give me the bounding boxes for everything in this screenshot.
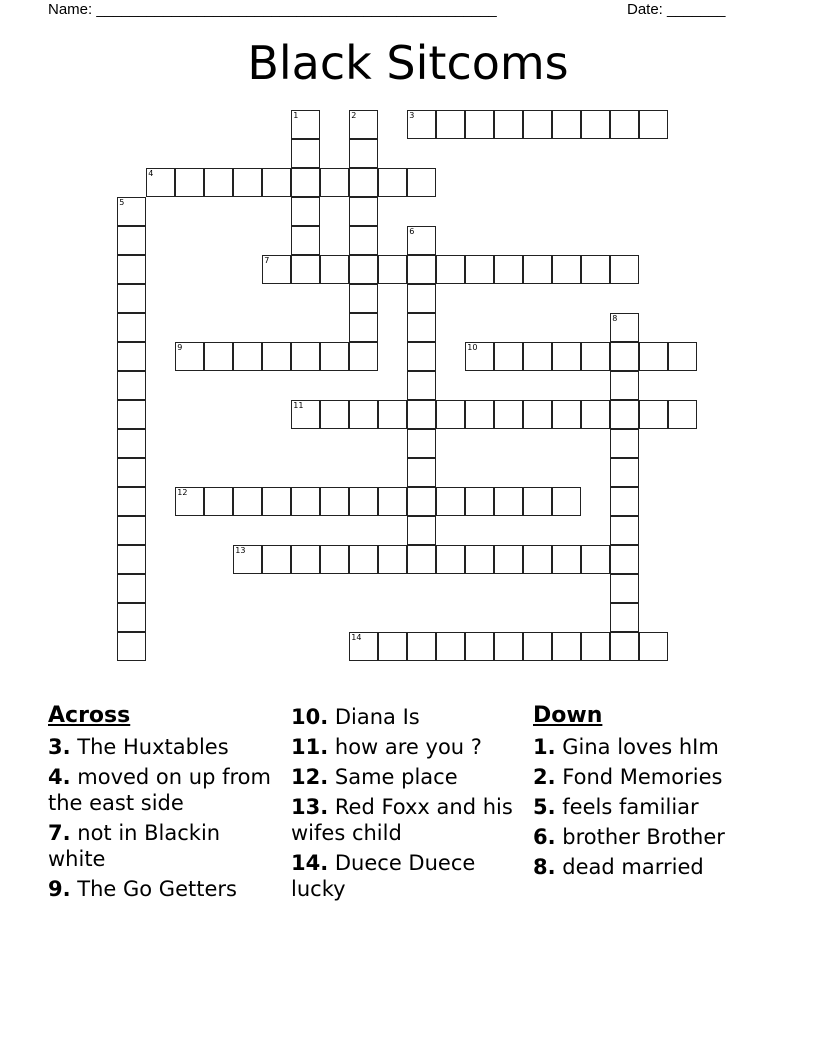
grid-cell[interactable] [523, 342, 552, 371]
across-heading: Across [48, 703, 131, 728]
grid-cell[interactable] [407, 342, 436, 371]
grid-cell[interactable] [291, 487, 320, 516]
grid-cell[interactable] [581, 545, 610, 574]
clue-text: not in Blackin white [48, 821, 221, 871]
clue-number: 1 [293, 111, 299, 121]
clue-item [533, 794, 758, 820]
grid-cell[interactable] [233, 487, 262, 516]
grid-cell[interactable] [117, 284, 146, 313]
clue-number: 9. [48, 877, 71, 901]
grid-cell[interactable] [523, 487, 552, 516]
grid-cell[interactable] [378, 400, 407, 429]
grid-cell[interactable] [407, 226, 436, 255]
grid-cell[interactable] [291, 400, 320, 429]
grid-cell[interactable] [407, 400, 436, 429]
grid-cell[interactable] [117, 255, 146, 284]
grid-cell[interactable] [117, 429, 146, 458]
clue-number: 8 [612, 314, 618, 324]
grid-cell[interactable] [436, 545, 465, 574]
clue-number: 4. [48, 765, 71, 789]
grid-cell[interactable] [465, 487, 494, 516]
clue-text: Red Foxx and his wifes child [291, 795, 513, 845]
grid-cell[interactable] [465, 110, 494, 139]
grid-cell[interactable] [610, 371, 639, 400]
grid-cell[interactable] [233, 168, 262, 197]
name-field[interactable]: Name: ________________________________________________ [48, 1, 497, 18]
grid-cell[interactable] [320, 342, 349, 371]
grid-cell[interactable] [436, 487, 465, 516]
grid-cell[interactable] [349, 197, 378, 226]
clue-number: 2 [351, 111, 357, 121]
grid-cell[interactable] [465, 545, 494, 574]
grid-cell[interactable] [552, 342, 581, 371]
grid-cell[interactable] [349, 226, 378, 255]
grid-cell[interactable] [117, 458, 146, 487]
grid-cell[interactable] [407, 371, 436, 400]
grid-cell[interactable] [552, 487, 581, 516]
clue-number: 1. [533, 735, 556, 759]
grid-cell[interactable] [494, 255, 523, 284]
grid-cell[interactable] [291, 139, 320, 168]
page-title: Black Sitcoms [247, 36, 569, 90]
grid-cell[interactable] [349, 545, 378, 574]
clue-text: brother Brother [555, 825, 725, 849]
grid-cell[interactable] [378, 545, 407, 574]
grid-cell[interactable] [610, 458, 639, 487]
grid-cell[interactable] [349, 632, 378, 661]
grid-cell[interactable] [639, 342, 668, 371]
clue-number: 12. [291, 765, 329, 789]
grid-cell[interactable] [407, 110, 436, 139]
clue-item [533, 734, 758, 760]
clue-text: The Go Getters [70, 877, 237, 901]
clue-item [291, 794, 516, 846]
grid-cell[interactable] [291, 226, 320, 255]
grid-cell[interactable] [407, 487, 436, 516]
clue-text: Duece Duece lucky [291, 851, 476, 901]
grid-cell[interactable] [610, 342, 639, 371]
grid-cell[interactable] [320, 487, 349, 516]
grid-cell[interactable] [523, 545, 552, 574]
grid-cell[interactable] [349, 139, 378, 168]
clue-text: The Huxtables [70, 735, 229, 759]
clue-number: 3. [48, 735, 71, 759]
grid-cell[interactable] [146, 168, 175, 197]
grid-cell[interactable] [407, 632, 436, 661]
grid-cell[interactable] [610, 545, 639, 574]
grid-cell[interactable] [262, 342, 291, 371]
across-clues-column-1 [48, 702, 278, 906]
clue-text: Fond Memories [555, 765, 723, 789]
clue-number: 13. [291, 795, 329, 819]
clue-number: 7 [264, 256, 270, 266]
grid-cell[interactable] [117, 487, 146, 516]
grid-cell[interactable] [204, 487, 233, 516]
clue-item [291, 704, 516, 730]
grid-cell[interactable] [610, 574, 639, 603]
grid-cell[interactable] [523, 632, 552, 661]
grid-cell[interactable] [552, 255, 581, 284]
clue-number: 3 [409, 111, 415, 121]
grid-cell[interactable] [117, 632, 146, 661]
grid-cell[interactable] [349, 400, 378, 429]
grid-cell[interactable] [610, 487, 639, 516]
clue-number: 5 [119, 198, 125, 208]
grid-cell[interactable] [494, 545, 523, 574]
grid-cell[interactable] [291, 255, 320, 284]
grid-cell[interactable] [436, 400, 465, 429]
grid-cell[interactable] [610, 255, 639, 284]
grid-cell[interactable] [262, 168, 291, 197]
clue-text: feels familiar [555, 795, 699, 819]
grid-cell[interactable] [465, 255, 494, 284]
grid-cell[interactable] [349, 487, 378, 516]
grid-cell[interactable] [552, 632, 581, 661]
clue-item [291, 734, 516, 760]
grid-cell[interactable] [262, 545, 291, 574]
grid-cell[interactable] [668, 342, 697, 371]
grid-cell[interactable] [320, 400, 349, 429]
grid-cell[interactable] [436, 110, 465, 139]
clue-text: Gina loves hIm [555, 735, 719, 759]
grid-cell[interactable] [610, 516, 639, 545]
clue-number: 14 [351, 633, 362, 643]
clue-item [533, 824, 758, 850]
grid-cell[interactable] [407, 516, 436, 545]
grid-cell[interactable] [349, 110, 378, 139]
grid-cell[interactable] [610, 313, 639, 342]
grid-cell[interactable] [581, 342, 610, 371]
grid-cell[interactable] [117, 226, 146, 255]
grid-cell[interactable] [610, 110, 639, 139]
grid-cell[interactable] [581, 632, 610, 661]
grid-cell[interactable] [407, 429, 436, 458]
down-clues-column [533, 702, 758, 884]
grid-cell[interactable] [233, 545, 262, 574]
grid-cell[interactable] [494, 632, 523, 661]
grid-cell[interactable] [320, 255, 349, 284]
clue-item [48, 820, 278, 872]
grid-cell[interactable] [117, 313, 146, 342]
grid-cell[interactable] [581, 255, 610, 284]
grid-cell[interactable] [523, 255, 552, 284]
grid-cell[interactable] [349, 313, 378, 342]
grid-cell[interactable] [262, 255, 291, 284]
grid-cell[interactable] [291, 197, 320, 226]
clue-text: dead married [555, 855, 704, 879]
grid-cell[interactable] [668, 400, 697, 429]
grid-cell[interactable] [407, 284, 436, 313]
grid-cell[interactable] [378, 632, 407, 661]
clue-number: 8. [533, 855, 556, 879]
grid-cell[interactable] [117, 545, 146, 574]
grid-cell[interactable] [407, 545, 436, 574]
grid-cell[interactable] [465, 632, 494, 661]
grid-cell[interactable] [523, 110, 552, 139]
grid-cell[interactable] [494, 342, 523, 371]
down-heading: Down [533, 703, 603, 728]
clue-number: 2. [533, 765, 556, 789]
grid-cell[interactable] [378, 255, 407, 284]
clue-text: moved on up from the east side [48, 765, 271, 815]
clue-number: 6. [533, 825, 556, 849]
grid-cell[interactable] [436, 632, 465, 661]
clue-item [291, 850, 516, 902]
grid-cell[interactable] [204, 342, 233, 371]
grid-cell[interactable] [175, 487, 204, 516]
grid-cell[interactable] [117, 574, 146, 603]
clue-item [533, 764, 758, 790]
grid-cell[interactable] [349, 284, 378, 313]
grid-cell[interactable] [117, 371, 146, 400]
clue-number: 14. [291, 851, 329, 875]
clue-item [48, 764, 278, 816]
grid-cell[interactable] [320, 545, 349, 574]
clue-text: Same place [328, 765, 458, 789]
grid-cell[interactable] [233, 342, 262, 371]
clue-number: 4 [148, 169, 154, 179]
clue-number: 11. [291, 735, 329, 759]
clue-number: 13 [235, 546, 246, 556]
grid-cell[interactable] [639, 632, 668, 661]
grid-cell[interactable] [552, 110, 581, 139]
grid-cell[interactable] [407, 458, 436, 487]
grid-cell[interactable] [320, 168, 349, 197]
clue-item [533, 854, 758, 880]
grid-cell[interactable] [581, 110, 610, 139]
grid-cell[interactable] [610, 632, 639, 661]
grid-cell[interactable] [175, 342, 204, 371]
across-clues-column-2 [291, 704, 516, 906]
grid-cell[interactable] [639, 110, 668, 139]
date-field[interactable]: Date: _______ [627, 1, 726, 18]
grid-cell[interactable] [117, 400, 146, 429]
clue-number: 9 [177, 343, 183, 353]
clue-number: 12 [177, 488, 188, 498]
clue-number: 11 [293, 401, 304, 411]
grid-cell[interactable] [494, 110, 523, 139]
clue-number: 6 [409, 227, 415, 237]
grid-cell[interactable] [175, 168, 204, 197]
clue-number: 5. [533, 795, 556, 819]
grid-cell[interactable] [117, 603, 146, 632]
grid-cell[interactable] [349, 342, 378, 371]
grid-cell[interactable] [291, 110, 320, 139]
grid-cell[interactable] [117, 197, 146, 226]
grid-cell[interactable] [494, 400, 523, 429]
grid-cell[interactable] [610, 603, 639, 632]
grid-cell[interactable] [610, 429, 639, 458]
grid-cell[interactable] [117, 516, 146, 545]
clue-text: Diana Is [328, 705, 420, 729]
clue-text: how are you ? [328, 735, 482, 759]
grid-cell[interactable] [552, 400, 581, 429]
grid-cell[interactable] [465, 342, 494, 371]
grid-cell[interactable] [291, 168, 320, 197]
grid-cell[interactable] [262, 487, 291, 516]
grid-cell[interactable] [523, 400, 552, 429]
grid-cell[interactable] [494, 487, 523, 516]
clue-item [48, 734, 278, 760]
grid-cell[interactable] [407, 168, 436, 197]
grid-cell[interactable] [378, 168, 407, 197]
grid-cell[interactable] [349, 255, 378, 284]
clue-item [291, 764, 516, 790]
grid-cell[interactable] [407, 313, 436, 342]
grid-cell[interactable] [117, 342, 146, 371]
grid-cell[interactable] [639, 400, 668, 429]
clue-item [48, 876, 278, 902]
grid-cell[interactable] [378, 487, 407, 516]
clue-number: 10. [291, 705, 329, 729]
clue-number: 7. [48, 821, 71, 845]
grid-cell[interactable] [204, 168, 233, 197]
grid-cell[interactable] [581, 400, 610, 429]
grid-cell[interactable] [349, 168, 378, 197]
grid-cell[interactable] [291, 342, 320, 371]
grid-cell[interactable] [407, 255, 436, 284]
grid-cell[interactable] [436, 255, 465, 284]
grid-cell[interactable] [610, 400, 639, 429]
grid-cell[interactable] [291, 545, 320, 574]
grid-cell[interactable] [552, 545, 581, 574]
clue-number: 10 [467, 343, 478, 353]
grid-cell[interactable] [465, 400, 494, 429]
